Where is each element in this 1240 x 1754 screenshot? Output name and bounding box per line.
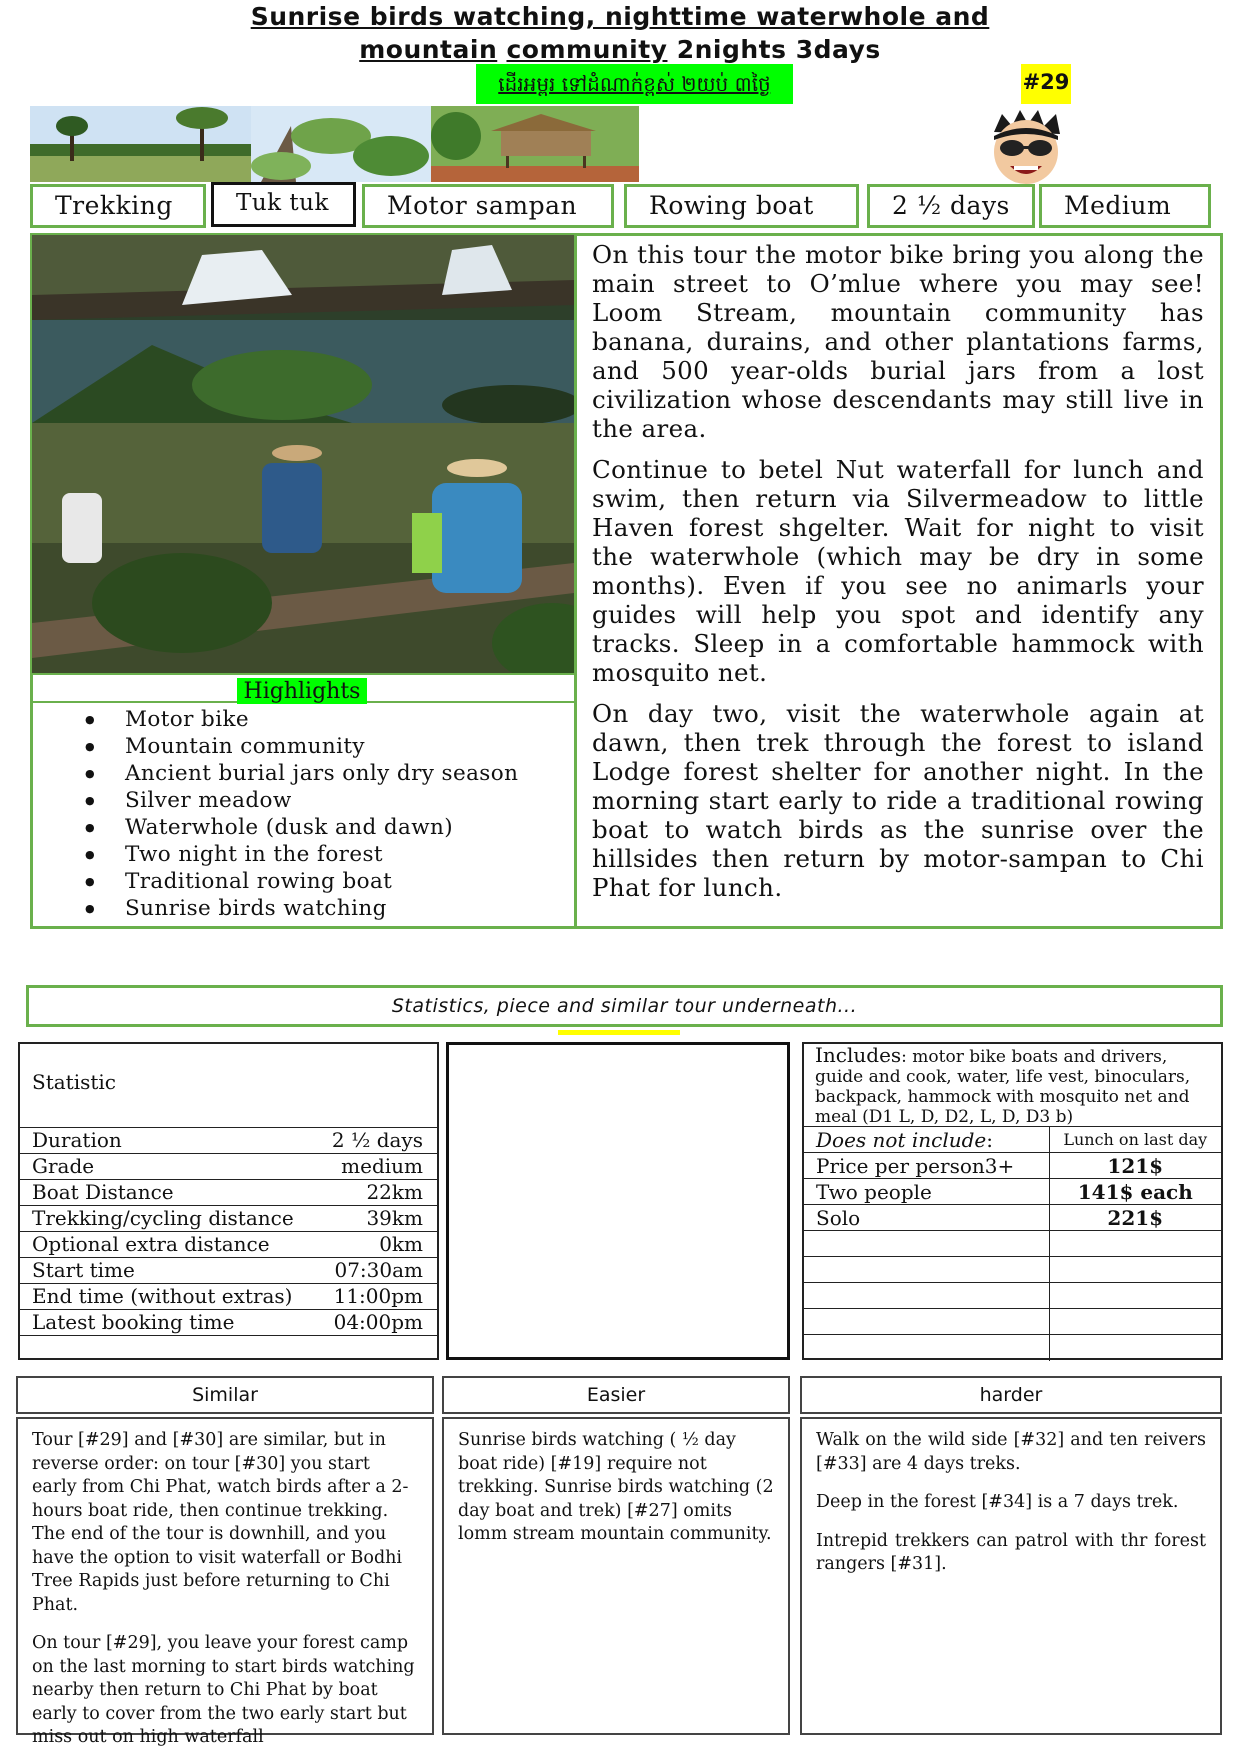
tour-number-badge: #29 — [1021, 64, 1071, 104]
harder-heading: harder — [800, 1376, 1222, 1414]
price-label-empty — [804, 1309, 1049, 1335]
table-row — [20, 1258, 437, 1284]
highlight-item: ● Traditional rowing boat — [80, 868, 570, 895]
table-row — [20, 1180, 437, 1206]
highlight-item: ● Silver meadow — [80, 787, 570, 814]
stat-value: medium — [316, 1154, 437, 1180]
includes-label: Includes — [815, 1043, 902, 1067]
includes-text — [815, 1045, 1215, 1127]
tour-description — [592, 240, 1204, 914]
stat-value: 11:00pm — [316, 1284, 437, 1310]
khmer-subtitle: ដើរអម្ពរ ទៅដំណាក់ខ្ពស់ ២យប់ ៣ថ្ងៃ — [476, 64, 793, 104]
statistic-table — [20, 1127, 437, 1362]
highlight-item: ● Mountain community — [80, 733, 570, 760]
table-row — [804, 1205, 1221, 1231]
stat-value: 04:00pm — [316, 1310, 437, 1336]
table-row — [804, 1179, 1221, 1205]
yellow-accent-bar — [558, 1030, 680, 1035]
similar-paragraph: Tour [#29] and [#30] are similar, but in reverse order: on tour [#30] you start early from Chi Phat, watch birds after a 2-hours boat ride, then continue trekking. The end of the tour is downhill, and you have the option to visit waterfall or Bodhi Tree Rapids just before returning to Chi Phat. — [32, 1430, 409, 1615]
table-row — [20, 1154, 437, 1180]
stat-label-empty — [20, 1336, 316, 1362]
stat-value: 0km — [316, 1232, 437, 1258]
description-paragraph: Continue to betel Nut waterfall for lunch and swim, then return via Silvermeadow to little Haven forest shgelter. Wait for night to visit the waterwhole (which may be dry in some months). Even if you see no animarls your guides will help you spot and identify any tracks. Sleep in a comfortable hammock with mosquito net. — [592, 455, 1204, 687]
title-line-1: Sunrise birds watching, nighttime waterwhole and — [250, 2, 990, 31]
tag-motor-sampan: Motor sampan — [362, 184, 614, 228]
tag-trekking: Trekking — [30, 184, 206, 228]
price-label-empty — [804, 1335, 1049, 1361]
price-label: Price per person3+ — [804, 1153, 1049, 1179]
mascot-avatar-icon — [982, 106, 1070, 188]
similar-heading: Similar — [16, 1376, 434, 1414]
price-label: Solo — [804, 1205, 1049, 1231]
table-row — [804, 1231, 1221, 1257]
table-row — [20, 1336, 437, 1362]
easier-heading: Easier — [442, 1376, 790, 1414]
highlight-item: ● Two night in the forest — [80, 841, 570, 868]
photo-stilt-house — [431, 106, 639, 182]
table-row — [804, 1127, 1221, 1153]
table-row — [20, 1284, 437, 1310]
title-line-2 — [180, 33, 1060, 66]
price-table — [804, 1126, 1221, 1361]
highlights-title: Highlights — [237, 678, 367, 704]
table-row — [20, 1206, 437, 1232]
table-row — [20, 1310, 437, 1336]
stat-label: Latest booking time — [20, 1310, 316, 1336]
table-row — [20, 1232, 437, 1258]
highlights-list — [80, 706, 570, 922]
stat-label: Start time — [20, 1258, 316, 1284]
similar-panel — [16, 1417, 434, 1747]
price-value-empty — [1049, 1231, 1221, 1257]
panel-divider — [574, 233, 577, 929]
price-value: 221$ — [1049, 1205, 1221, 1231]
harder-paragraph: Walk on the wild side [#32] and ten reivers [#33] are 4 days treks. — [816, 1430, 1206, 1474]
table-row — [804, 1257, 1221, 1283]
harder-paragraph: Intrepid trekkers can patrol with thr forest rangers [#31]. — [816, 1530, 1206, 1574]
table-row — [804, 1309, 1221, 1335]
harder-paragraph: Deep in the forest [#34] is a 7 days trek. — [816, 1492, 1179, 1512]
includes-list: : motor bike boats and drivers, guide and cook, water, life vest, binoculars, backpack, hammock with mosquito net and meal (D1 L, D, D2, L, D, D3 b) — [815, 1047, 1191, 1127]
tag-grade: Medium — [1039, 184, 1211, 228]
highlight-item: ● Sunrise birds watching — [80, 895, 570, 922]
statistic-heading: Statistic — [32, 1070, 116, 1094]
description-paragraph: On day two, visit the waterwhole again at dawn, then trek through the forest to island Lodge forest shelter for another night. In the morning start early to ride a traditional rowing boat to watch birds as the sunrise over the hillsides then return by motor-sampan to Chi Phat for lunch. — [592, 699, 1204, 902]
price-value-empty — [1049, 1283, 1221, 1309]
stat-value: 07:30am — [316, 1258, 437, 1284]
empty-middle-panel — [446, 1042, 790, 1360]
price-value-empty — [1049, 1335, 1221, 1361]
highlight-item: ● Ancient burial jars only dry season — [80, 760, 570, 787]
title-duration: 2nights 3days — [676, 35, 881, 64]
tag-tuk-tuk: Tuk tuk — [211, 182, 356, 227]
easier-paragraph: Sunrise birds watching ( ½ day boat ride) [#19] require not trekking. Sunrise birds watching (2 day boat and trek) [#27] omits lomm stream mountain community. — [458, 1430, 774, 1544]
easier-panel — [442, 1417, 790, 1735]
photo-waterfall — [32, 235, 574, 423]
table-row — [804, 1283, 1221, 1309]
not-include-label: Does not include — [816, 1127, 987, 1152]
page-title — [180, 0, 1060, 66]
stat-label: End time (without extras) — [20, 1284, 316, 1310]
price-label: Two people — [804, 1179, 1049, 1205]
highlight-item: ● Motor bike — [80, 706, 570, 733]
not-include-value: Lunch on last day — [1049, 1127, 1221, 1153]
title-word-community: community — [506, 35, 668, 64]
not-include-cell — [804, 1127, 1049, 1153]
table-row — [20, 1128, 437, 1154]
price-value: 141$ each — [1049, 1179, 1221, 1205]
description-paragraph: On this tour the motor bike bring you along the main street to O’mlue where you may see! Loom Stream, mountain community has banana, durains, and other plantations farms, and 500 year-olds burial jars from a lost civilization whose descendants may still live in the area. — [592, 240, 1204, 443]
stat-label: Grade — [20, 1154, 316, 1180]
price-value: 121$ — [1049, 1153, 1221, 1179]
stat-label: Duration — [20, 1128, 316, 1154]
stat-value: 39km — [316, 1206, 437, 1232]
photo-savanna — [30, 106, 251, 182]
title-word-mountain: mountain — [359, 35, 498, 64]
tag-duration: 2 ½ days — [867, 184, 1035, 228]
photo-hikers-forest — [32, 423, 574, 673]
price-value-empty — [1049, 1309, 1221, 1335]
similar-paragraph: On tour [#29], you leave your forest camp on the last morning to start birds watching nearby then return to Chi Phat by boat early to cover from the two early start but miss out on high waterfall — [32, 1633, 415, 1747]
price-value-empty — [1049, 1257, 1221, 1283]
statistics-banner: Statistics, piece and similar tour underneath... — [26, 985, 1223, 1027]
price-label-empty — [804, 1231, 1049, 1257]
price-label-empty — [804, 1283, 1049, 1309]
stat-label: Boat Distance — [20, 1180, 316, 1206]
table-row — [804, 1335, 1221, 1361]
harder-panel — [800, 1417, 1222, 1735]
tag-rowing-boat: Rowing boat — [624, 184, 859, 228]
stat-value-empty — [316, 1336, 437, 1362]
stat-label: Optional extra distance — [20, 1232, 316, 1258]
stat-value: 22km — [316, 1180, 437, 1206]
price-label-empty — [804, 1257, 1049, 1283]
photo-tree-canopy — [251, 106, 431, 182]
highlight-item: ● Waterwhole (dusk and dawn) — [80, 814, 570, 841]
stat-label: Trekking/cycling distance — [20, 1206, 316, 1232]
stat-value: 2 ½ days — [316, 1128, 437, 1154]
table-row — [804, 1153, 1221, 1179]
not-include-colon: : — [986, 1127, 993, 1152]
